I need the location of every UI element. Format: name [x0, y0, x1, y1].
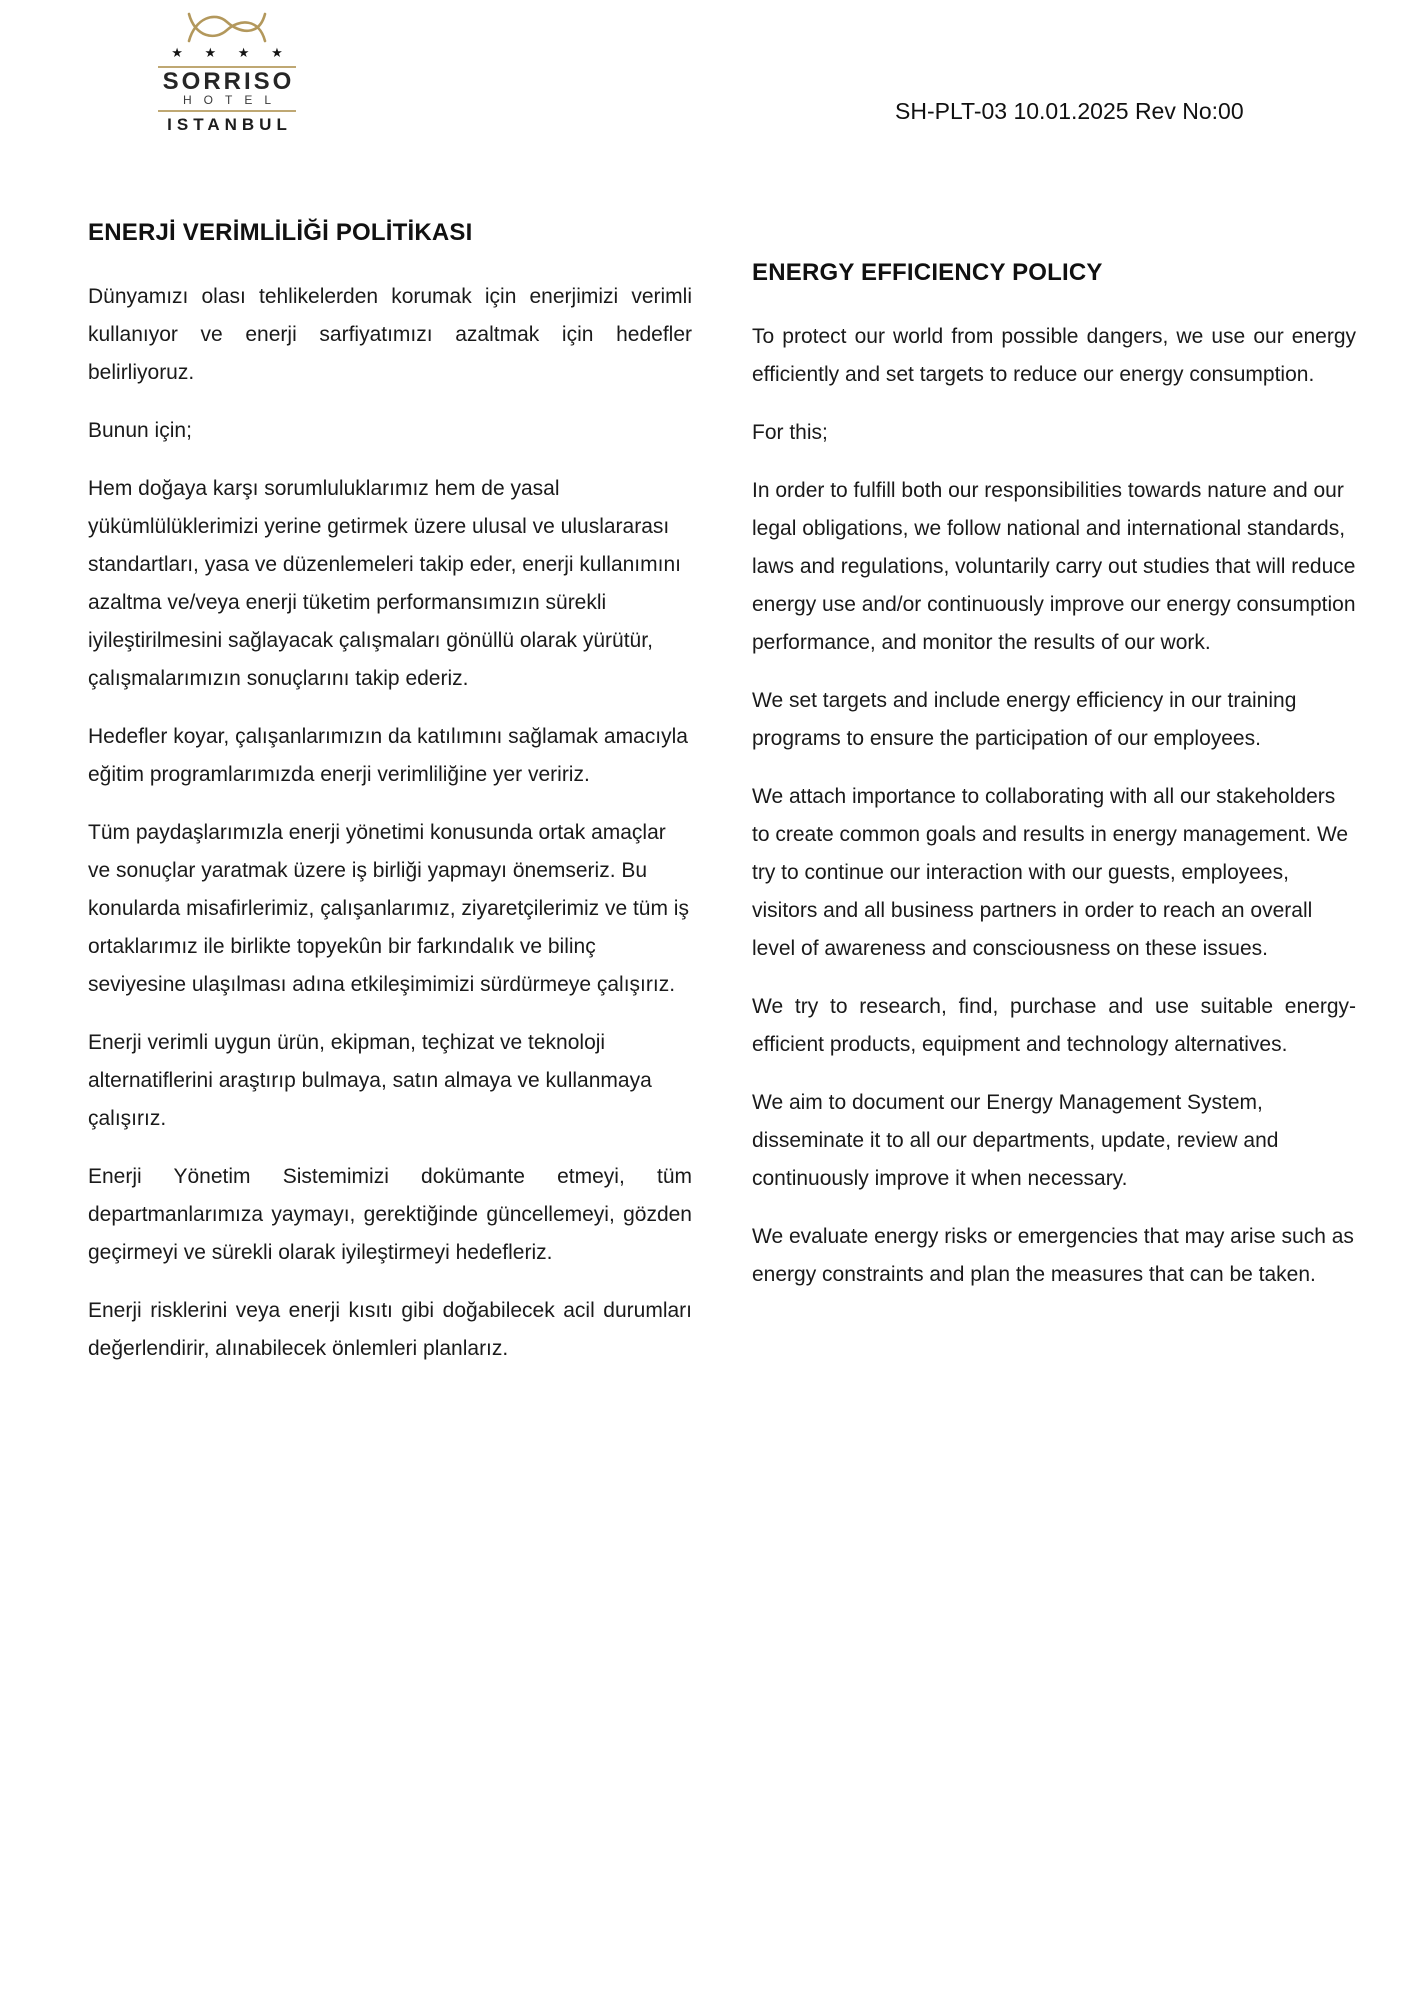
document-code: SH-PLT-03 10.01.2025 Rev No:00: [895, 98, 1244, 124]
english-column: [752, 218, 1356, 1388]
policy-columns: [88, 218, 1356, 1388]
policy-paragraph: We aim to document our Energy Management System, disseminate it to all our departments, update, review and continuously improve it when necessary.: [752, 1091, 1279, 1190]
policy-paragraph: We try to research, find, purchase and use suitable energy-efficient products, equipment and technology alternatives.: [752, 995, 1356, 1056]
policy-paragraph: Tüm paydaşlarımızla enerji yönetimi konusunda ortak amaçlar ve sonuçlar yaratmak üzere iş birliği yapmayı önemseriz. Bu konularda misafirlerimiz, çalışanlarımız, ziyaretçilerimiz ve tüm iş ortaklarımız ile birlikte topyekûn bir farkındalık ve bilinç seviyesine ulaşılması adına etkileşimimizi sürdürmeye çalışırız.: [88, 821, 689, 996]
hotel-logo: [158, 10, 296, 135]
policy-paragraph: Hedefler koyar, çalışanlarımızın da katılımını sağlamak amacıyla eğitim programlarımızda enerji verimliliğine yer veririz.: [88, 725, 688, 786]
policy-paragraph: We set targets and include energy efficiency in our training programs to ensure the participation of our employees.: [752, 689, 1297, 750]
policy-paragraph: We attach importance to collaborating with all our stakeholders to create common goals and results in energy management. We try to continue our interaction with our guests, employees, visitors and all business partners in order to reach an overall level of awareness and consciousness on these issues.: [752, 785, 1349, 960]
policy-paragraph: We evaluate energy risks or emergencies that may arise such as energy constraints and plan the measures that can be taken.: [752, 1225, 1354, 1286]
policy-paragraph: To protect our world from possible dangers, we use our energy efficiently and set targets to reduce our energy consumption.: [752, 325, 1356, 386]
hotel-city: ISTANBUL: [167, 115, 292, 134]
policy-paragraph: Bunun için;: [88, 419, 192, 442]
english-title: ENERGY EFFICIENCY POLICY: [752, 259, 1103, 286]
policy-paragraph: Dünyamızı olası tehlikelerden korumak için enerjimizi verimli kullanıyor ve enerji sarfiyatımızı azaltmak için hedefler belirliyoruz.: [88, 285, 692, 384]
policy-paragraph: Hem doğaya karşı sorumluluklarımız hem de yasal yükümlülüklerimizi yerine getirmek üzere ulusal ve uluslararası standartları, yasa ve düzenlemeleri takip eder, enerji kullanımını azaltma ve/veya enerji tüketim performansımızın sürekli iyileştirilmesini sağlayacak çalışmaları gönüllü olarak yürütür, çalışmalarımızın sonuçlarını takip ederiz.: [88, 477, 681, 690]
policy-paragraph: In order to fulfill both our responsibilities towards nature and our legal obligations, we follow national and international standards, laws and regulations, voluntarily carry out studies that will reduce energy use and/or continuously improve our energy consumption performance, and monitor the results of our work.: [752, 479, 1356, 654]
hotel-name: SORRISO: [162, 68, 295, 95]
turkish-title: ENERJİ VERİMLİLİĞİ POLİTİKASI: [88, 219, 473, 246]
turkish-paragraphs: [88, 278, 692, 1368]
hotel-word: HOTEL: [182, 93, 283, 107]
policy-paragraph: Enerji Yönetim Sistemimizi dokümante etmeyi, tüm departmanlarımıza yaymayı, gerektiğinde güncellemeyi, gözden geçirmeyi ve sürekli olarak iyileştirmeyi hedefleriz.: [88, 1165, 692, 1264]
sorriso-arcs-icon: [185, 10, 269, 44]
four-stars-icon: ★ ★ ★ ★: [171, 45, 292, 60]
english-paragraphs: [752, 318, 1356, 1294]
logo-divider: [158, 110, 296, 112]
policy-paragraph: Enerji verimli uygun ürün, ekipman, teçhizat ve teknoloji alternatiflerini araştırıp bulmaya, satın almaya ve kullanmaya çalışırız.: [88, 1031, 652, 1130]
policy-paragraph: Enerji risklerini veya enerji kısıtı gibi doğabilecek acil durumları değerlendirir, alınabilecek önlemleri planlarız.: [88, 1299, 692, 1360]
policy-paragraph: For this;: [752, 421, 828, 444]
turkish-column: [88, 218, 692, 1388]
